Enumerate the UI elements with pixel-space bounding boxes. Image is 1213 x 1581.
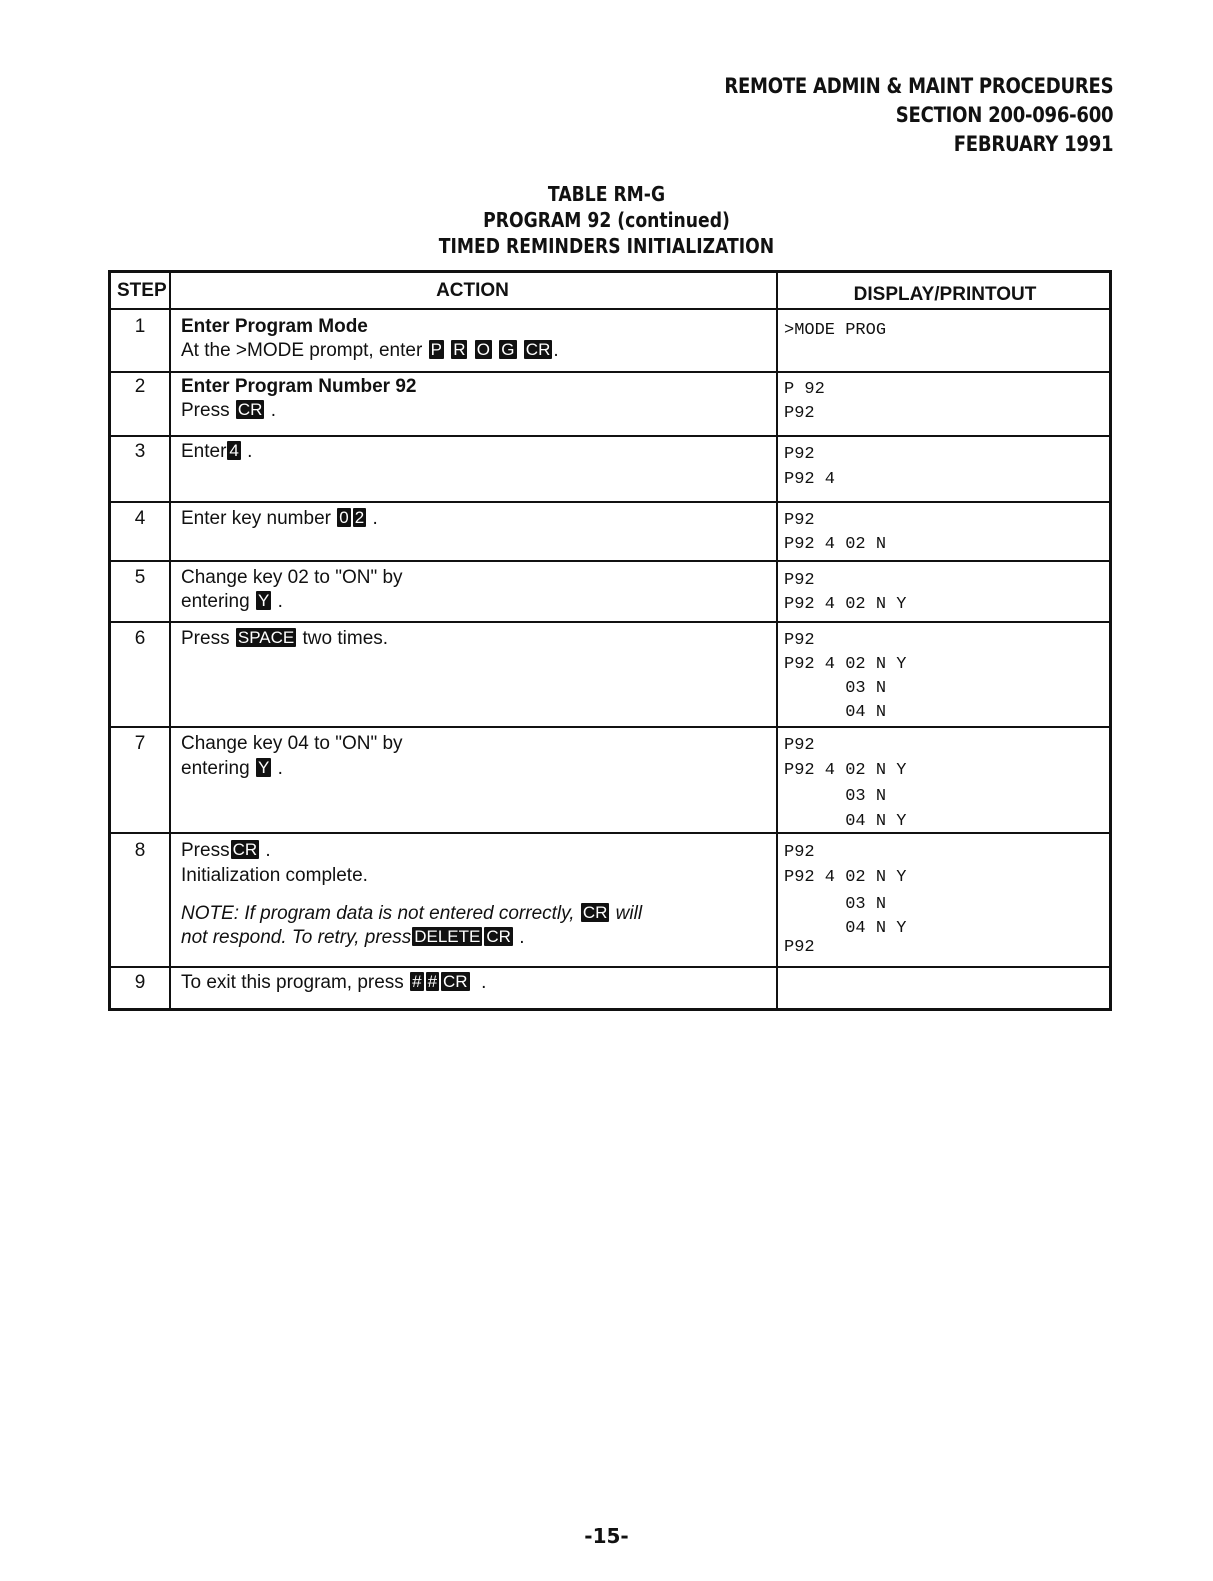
step-number: 7 (134, 733, 146, 754)
note-text: NOTE: If program data is not entered correctly, (181, 903, 575, 924)
key-cap: CR (525, 340, 551, 359)
step-action (181, 627, 388, 651)
procedure-table (108, 270, 1112, 1011)
action-text: Enter (181, 441, 227, 462)
display-line: P92 (784, 404, 815, 423)
display-line: P92 4 (784, 470, 836, 489)
display-line: P92 4 02 N Y (784, 655, 907, 674)
title-line-1: TABLE RM-G (547, 182, 666, 206)
action-text: At the >MODE prompt, enter (181, 340, 423, 361)
step-action-line1: Change key 02 to "ON" by (181, 567, 403, 588)
action-end: . (553, 340, 559, 361)
step-action (181, 339, 559, 363)
display-line: P92 4 02 N (784, 535, 887, 554)
document-header (661, 72, 1113, 159)
key-cap: CR (237, 400, 263, 419)
key-cap: # (427, 972, 438, 991)
display-line: P92 (784, 938, 815, 957)
action-end: . (277, 758, 283, 779)
action-end: . (372, 508, 378, 529)
page-number: -15- (584, 1524, 629, 1548)
table-title (0, 181, 1213, 259)
display-line: 03 N (784, 679, 887, 698)
step-number: 9 (134, 972, 146, 993)
key-cap: 0 (339, 508, 349, 527)
display-line: 04 N Y (784, 919, 907, 938)
column-header-display: DISPLAY/PRINTOUT (853, 284, 1037, 305)
column-header-action: ACTION (436, 280, 509, 301)
column-divider (776, 273, 778, 1008)
key-cap: CR (582, 903, 608, 922)
note-text-end: . (519, 927, 525, 948)
step-number: 2 (134, 376, 146, 397)
display-line: P92 (784, 736, 815, 755)
step-action (181, 971, 486, 995)
display-line: P92 4 02 N Y (784, 595, 907, 614)
key-cap: 4 (229, 441, 239, 460)
step-action (181, 757, 283, 781)
step-number: 4 (134, 508, 146, 529)
action-text: Press (181, 840, 230, 861)
key-cap: Y (257, 591, 270, 610)
step-number: 5 (134, 567, 146, 588)
action-text: entering (181, 758, 250, 779)
display-line: 04 N Y (784, 812, 907, 831)
note-text-end: will (615, 903, 643, 924)
step-action (181, 507, 378, 531)
display-line: P92 (784, 843, 815, 862)
action-text: Press (181, 628, 230, 649)
row-divider (111, 560, 1109, 562)
action-end: . (270, 400, 276, 421)
display-line: 03 N (784, 895, 887, 914)
title-line-2: PROGRAM 92 (continued) (483, 208, 730, 232)
display-line: P92 4 02 N Y (784, 868, 907, 887)
key-cap: CR (486, 927, 511, 946)
step-heading: Enter Program Number 92 (181, 376, 417, 397)
step-number: 3 (134, 441, 146, 462)
action-text: Enter key number (181, 508, 331, 529)
row-divider (111, 966, 1109, 968)
display-line: 04 N (784, 703, 887, 722)
step-action-line1: Change key 04 to "ON" by (181, 733, 403, 754)
action-end: . (247, 441, 253, 462)
key-cap: P (430, 340, 442, 359)
note-line-1 (181, 902, 642, 926)
key-cap: 2 (354, 508, 365, 527)
note-text: not respond. To retry, press (181, 927, 412, 948)
row-divider (111, 435, 1109, 437)
display-line: P92 (784, 571, 815, 590)
key-cap: DELETE (414, 927, 481, 946)
display-line: P92 (784, 511, 815, 530)
row-divider (111, 621, 1109, 623)
key-cap: CR (232, 840, 258, 859)
step-number: 6 (134, 628, 146, 649)
key-cap: CR (443, 972, 468, 991)
row-divider (111, 371, 1109, 373)
action-text: entering (181, 591, 250, 612)
step-heading: Enter Program Mode (181, 316, 368, 337)
header-line-3: FEBRUARY 1991 (953, 132, 1113, 156)
action-end: . (265, 840, 271, 861)
step-action (181, 440, 252, 464)
display-line: P92 (784, 631, 815, 650)
column-divider (169, 273, 171, 1008)
step-action (181, 590, 283, 614)
key-cap: G (501, 340, 515, 359)
row-divider (111, 308, 1109, 310)
key-cap: # (412, 972, 422, 991)
key-cap: SPACE (237, 628, 295, 647)
column-header-step: STEP (117, 280, 167, 301)
action-text: Press (181, 400, 230, 421)
action-end: . (481, 972, 487, 993)
row-divider (111, 832, 1109, 834)
step-result: Initialization complete. (181, 865, 368, 886)
title-line-3: TIMED REMINDERS INITIALIZATION (438, 234, 775, 258)
display-line: P92 4 02 N Y (784, 761, 907, 780)
key-cap: Y (257, 758, 270, 777)
row-divider (111, 726, 1109, 728)
step-number: 1 (134, 316, 146, 337)
display-line: >MODE PROG (784, 321, 887, 340)
key-cap: O (476, 340, 490, 359)
row-divider (111, 501, 1109, 503)
header-line-1: REMOTE ADMIN & MAINT PROCEDURES (723, 74, 1113, 98)
header-line-2: SECTION 200-096-600 (895, 103, 1113, 127)
note-line-2 (181, 926, 525, 950)
key-cap: R (453, 340, 466, 359)
action-end: . (277, 591, 283, 612)
display-line: 03 N (784, 787, 887, 806)
action-text: To exit this program, press (181, 972, 404, 993)
action-end: two times. (302, 628, 389, 649)
display-line: P92 (784, 445, 815, 464)
step-action (181, 839, 271, 863)
step-action (181, 399, 276, 423)
step-number: 8 (134, 840, 146, 861)
display-line: P 92 (784, 380, 825, 399)
